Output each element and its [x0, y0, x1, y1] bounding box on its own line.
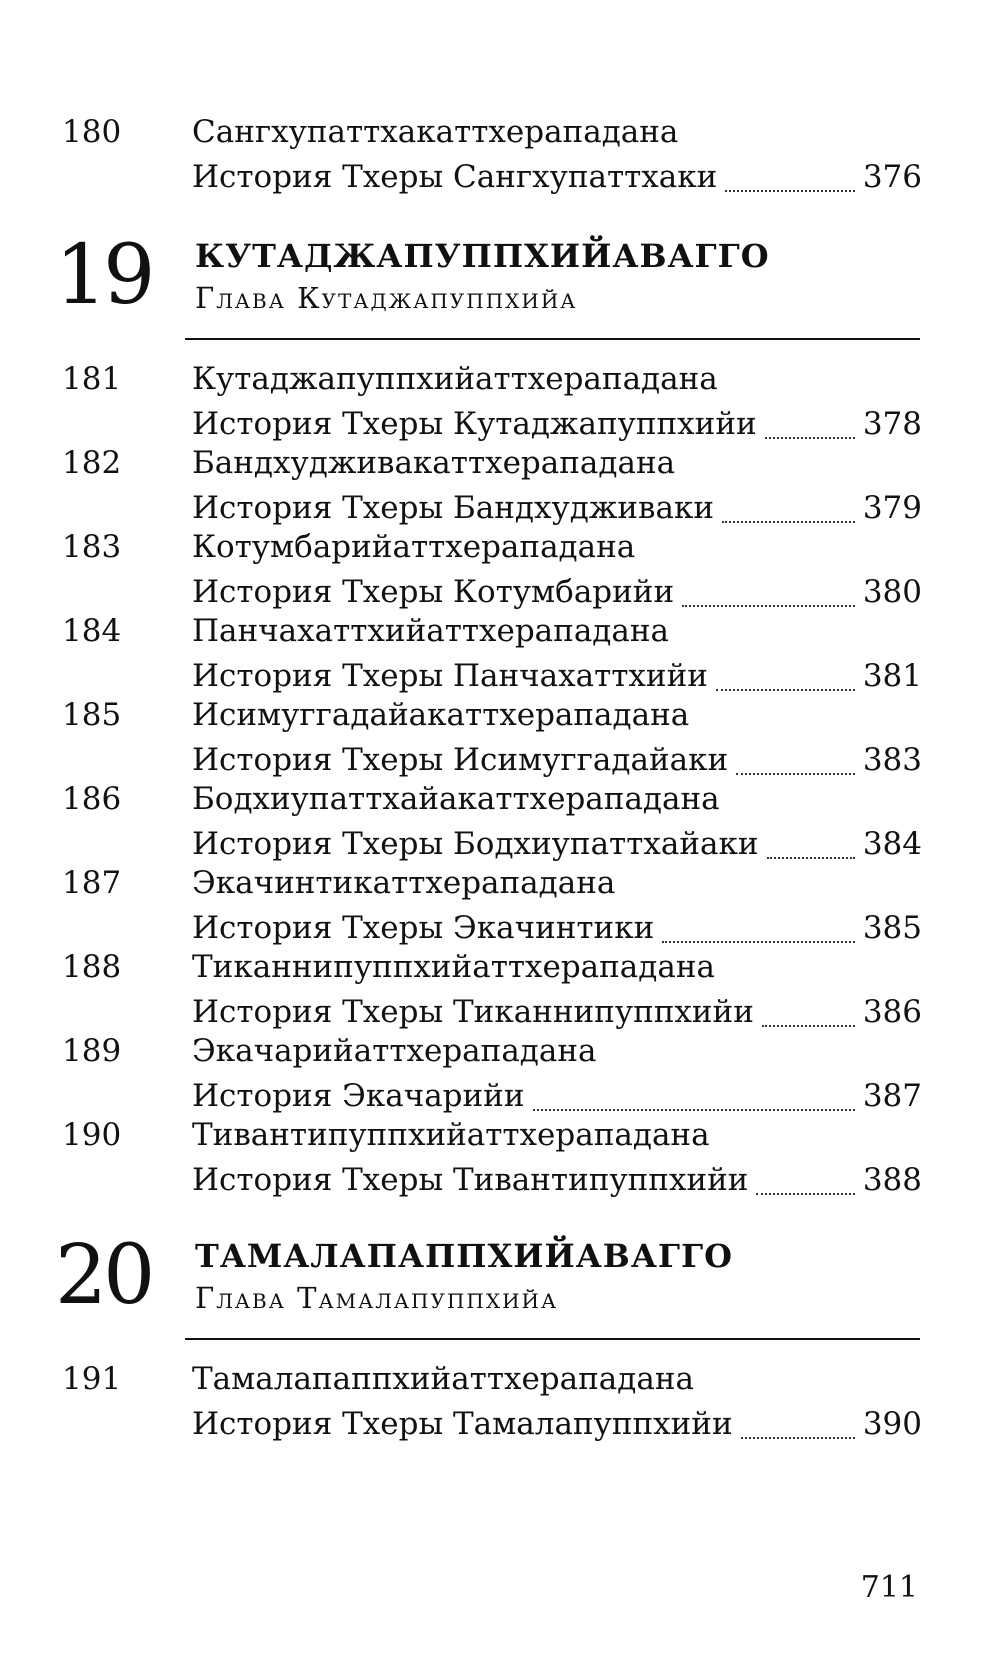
entry-number: 183 [62, 529, 122, 565]
entry-number: 186 [62, 781, 122, 817]
entry-subline [192, 1401, 922, 1447]
dot-leader [741, 1437, 855, 1439]
entry-number: 188 [62, 949, 122, 985]
dot-leader [736, 773, 855, 775]
toc-entry-185[interactable] [62, 693, 922, 783]
entry-title: Исимуггадайакаттхерападана [192, 697, 690, 733]
entry-title: Бандхудживакаттхерападана [192, 445, 676, 481]
dot-leader [533, 1109, 855, 1111]
chapter-20-heading [55, 1228, 925, 1338]
entry-subline [192, 154, 922, 200]
entry-page-number: 388 [862, 1162, 922, 1198]
entry-subline [192, 1157, 922, 1203]
toc-entry-182[interactable] [62, 441, 922, 531]
entry-number: 187 [62, 865, 122, 901]
dot-leader [716, 689, 855, 691]
toc-entry-191[interactable] [62, 1357, 922, 1447]
entry-page-number: 384 [862, 826, 922, 862]
entry-subtitle: История Тхеры Экачинтики [192, 910, 655, 946]
chapter-number: 19 [55, 228, 152, 323]
entry-number: 184 [62, 613, 122, 649]
toc-entry-189[interactable] [62, 1029, 922, 1119]
toc-entry-181[interactable] [62, 357, 922, 447]
entry-title: Экачинтикаттхерападана [192, 865, 616, 901]
page-folio: 711 [860, 1570, 918, 1605]
entry-page-number: 378 [862, 406, 922, 442]
dot-leader [682, 605, 855, 607]
entry-subtitle: История Тхеры Кутаджапуппхийи [192, 406, 757, 442]
entry-number: 181 [62, 361, 122, 397]
dot-leader [767, 857, 855, 859]
entry-subtitle: История Тхеры Бандхудживаки [192, 490, 714, 526]
entry-title: Сангхупаттхакаттхерападана [192, 114, 679, 150]
entry-title: Котумбарийаттхерападана [192, 529, 636, 565]
chapter-subtitle: Глава Тамалапуппхийа [195, 1281, 559, 1315]
toc-entry-183[interactable] [62, 525, 922, 615]
entry-number: 189 [62, 1033, 122, 1069]
entry-subtitle: История Тхеры Тивантипуппхийи [192, 1162, 749, 1198]
entry-number: 190 [62, 1117, 122, 1153]
entry-page-number: 379 [862, 490, 922, 526]
chapter-title: КУТАДЖАПУППХИЙАВАГГО [195, 237, 770, 275]
chapter-subtitle: Глава Кутаджапуппхийа [195, 281, 578, 315]
entry-page-number: 387 [862, 1078, 922, 1114]
toc-entry-187[interactable] [62, 861, 922, 951]
dot-leader [662, 941, 855, 943]
entry-subtitle: История Тхеры Панчахаттхийи [192, 658, 708, 694]
entry-page-number: 381 [862, 658, 922, 694]
toc-entry-184[interactable] [62, 609, 922, 699]
entry-page-number: 386 [862, 994, 922, 1030]
entry-number: 185 [62, 697, 122, 733]
entry-number: 191 [62, 1361, 122, 1397]
entry-title: Тивантипуппхийаттхерападана [192, 1117, 710, 1153]
chapter-19-rule [185, 338, 920, 340]
entry-page-number: 380 [862, 574, 922, 610]
entry-subtitle: История Тхеры Тамалапуппхийи [192, 1406, 733, 1442]
toc-entry-188[interactable] [62, 945, 922, 1035]
entry-subtitle: История Тхеры Бодхиупаттхайаки [192, 826, 759, 862]
entry-title: Панчахаттхийаттхерападана [192, 613, 670, 649]
chapter-20-rule [185, 1338, 920, 1340]
entry-subtitle: История Тхеры Котумбарийи [192, 574, 675, 610]
entry-title: Тамалапаппхийаттхерападана [192, 1361, 694, 1397]
entry-title: Тиканнипуппхийаттхерападана [192, 949, 716, 985]
entry-subtitle: История Тхеры Сангхупаттхаки [192, 159, 718, 195]
entry-title: Кутаджапуппхийаттхерападана [192, 361, 718, 397]
entry-page-number: 376 [862, 159, 922, 195]
dot-leader [756, 1193, 854, 1195]
entry-page-number: 383 [862, 742, 922, 778]
entry-page-number: 390 [862, 1406, 922, 1442]
dot-leader [762, 1025, 855, 1027]
entry-subtitle: История Тхеры Тиканнипуппхийи [192, 994, 754, 1030]
dot-leader [725, 190, 855, 192]
entry-title: Бодхиупаттхайакаттхерападана [192, 781, 720, 817]
toc-entry-180[interactable] [62, 110, 922, 200]
dot-leader [722, 521, 855, 523]
entry-title: Экачарийаттхерападана [192, 1033, 597, 1069]
chapter-number: 20 [55, 1228, 152, 1323]
entry-number: 182 [62, 445, 122, 481]
toc-entry-190[interactable] [62, 1113, 922, 1203]
chapter-title: ТАМАЛАПАППХИЙАВАГГО [195, 1237, 733, 1275]
entry-subtitle: История Тхеры Исимуггадайаки [192, 742, 729, 778]
entry-number: 180 [62, 114, 122, 150]
dot-leader [765, 437, 855, 439]
toc-entry-186[interactable] [62, 777, 922, 867]
chapter-19-heading [55, 228, 925, 338]
entry-subtitle: История Экачарийи [192, 1078, 525, 1114]
entry-page-number: 385 [862, 910, 922, 946]
